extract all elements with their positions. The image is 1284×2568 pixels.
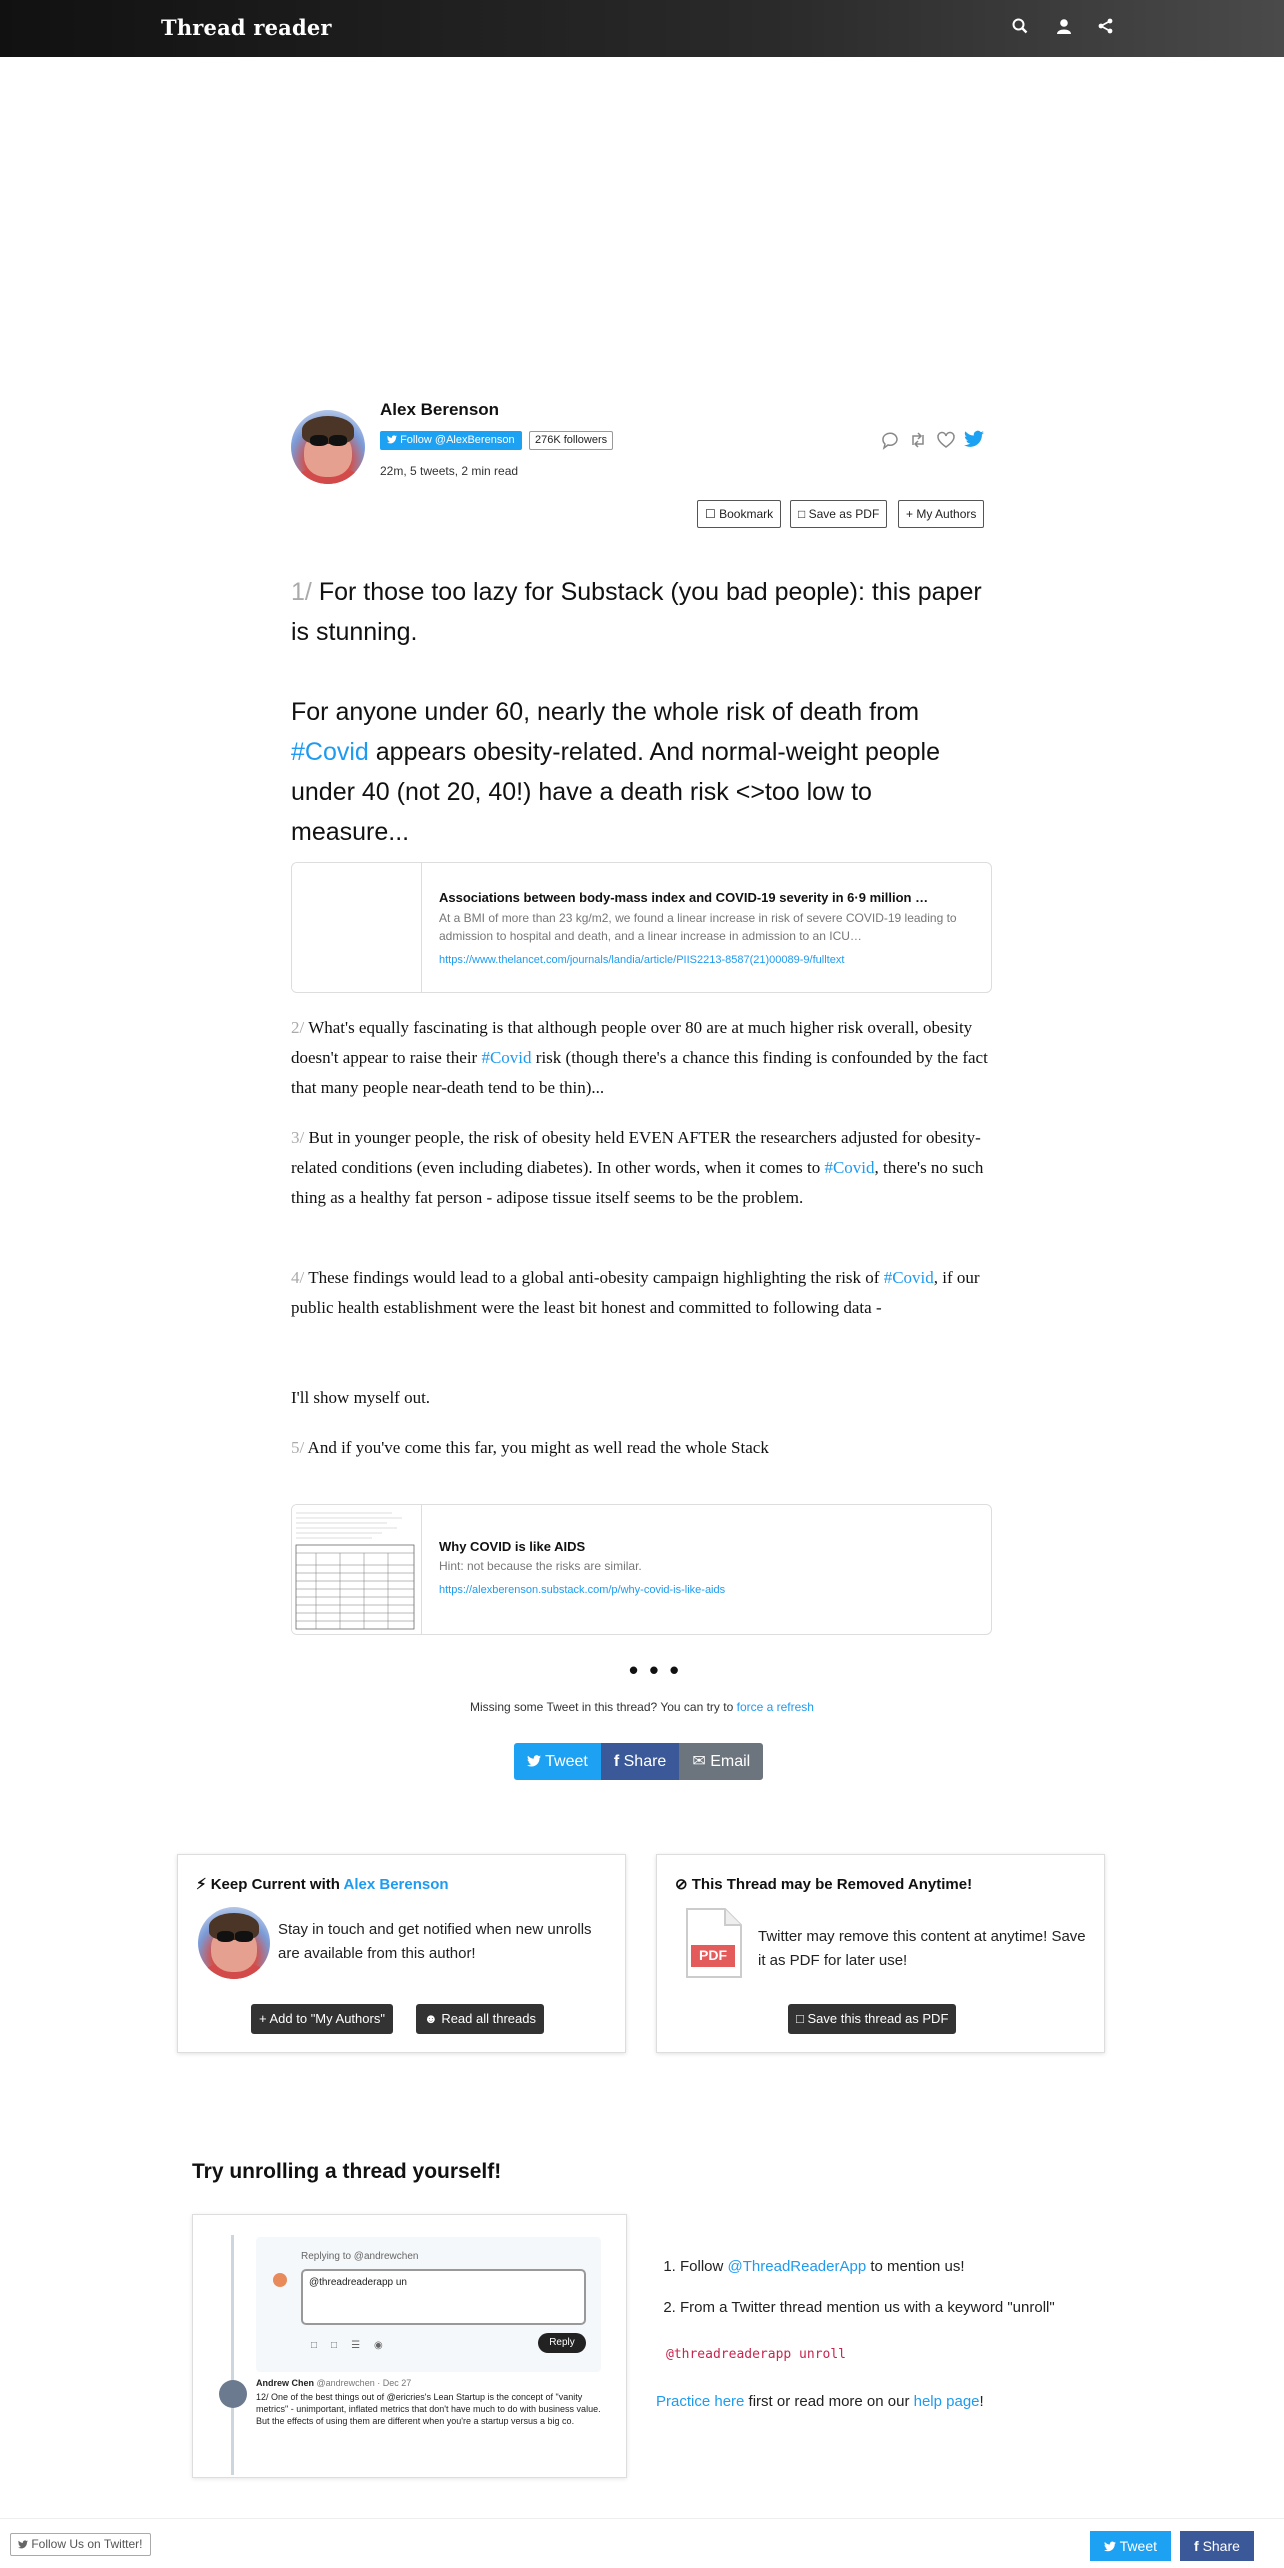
add-to-my-authors-button[interactable]: + Add to "My Authors"	[251, 2004, 393, 2034]
card-url[interactable]: https://www.thelancet.com/journals/landia/article/PIIS2213-8587(21)00089-9/fulltext	[439, 954, 845, 966]
card-description: Hint: not because the risks are similar.	[439, 1559, 642, 1573]
follow-author-button[interactable]: Follow @AlexBerenson	[380, 431, 522, 450]
hashtag-covid-link[interactable]: #Covid	[481, 1048, 532, 1067]
save-pdf-button[interactable]: □ Save as PDF	[790, 500, 887, 528]
force-refresh-link[interactable]: force a refresh	[736, 1700, 814, 1714]
twitter-icon	[18, 2537, 28, 2551]
twitter-icon	[1104, 2538, 1116, 2554]
try-unroll-title: Try unrolling a thread yourself!	[192, 2160, 502, 2183]
email-share-button[interactable]: ✉ Email	[679, 1743, 763, 1780]
tweet-share-button[interactable]: Tweet	[514, 1743, 601, 1780]
tweet-3: 3/ But in younger people, the risk of obesity held EVEN AFTER the researchers adjusted for obesity-related conditions (even including diabetes). In other words, when it comes to #Covid, there's no such thing as a healthy fat person - adipose tissue itself seems to be the problem.	[291, 1128, 984, 1207]
facebook-icon: f	[613, 1753, 620, 1770]
card-title: Associations between body-mass index and COVID-19 severity in 6·9 million …	[439, 890, 929, 905]
file-pdf-icon: □	[798, 507, 806, 521]
missing-tweet-notice: Missing some Tweet in this thread? You can try to force a refresh	[470, 1700, 814, 1714]
tweet-5: 5/ And if you've come this far, you might as well read the whole Stack	[291, 1438, 769, 1457]
unroll-command-code: @threadreaderapp unroll	[666, 2347, 847, 2362]
envelope-icon: ✉	[692, 1753, 706, 1770]
tweet-1-paragraph-2: For anyone under 60, nearly the whole risk of death from #Covid appears obesity-related. And normal-weight people under 40 (not 20, 40!) have a death risk <>too low to measure...	[291, 698, 941, 846]
step-2: 2. From a Twitter thread mention us with a keyword "unroll"	[680, 2296, 1055, 2320]
share-icon[interactable]	[1097, 17, 1119, 39]
twitter-icon	[527, 1753, 541, 1770]
card-description: At a BMI of more than 23 kg/m2, we found a linear increase in risk of severe COVID-19 leading to admission to hospital and death, and a linear increase in admission to an ICU…	[439, 911, 957, 943]
like-icon[interactable]	[936, 430, 956, 450]
ban-icon: ⊘	[675, 1876, 688, 1893]
tweet-actions	[880, 430, 984, 450]
hashtag-covid-link[interactable]: #Covid	[824, 1158, 875, 1177]
search-icon[interactable]	[1011, 17, 1033, 39]
top-navbar	[0, 0, 1284, 57]
retweet-icon[interactable]	[908, 430, 928, 450]
pdf-file-icon: PDF	[683, 1907, 745, 1979]
author-avatar	[198, 1907, 270, 1979]
tweet-number: 4/	[291, 1268, 305, 1287]
demo-reply-button: Reply	[538, 2333, 586, 2353]
sticky-footer	[0, 2518, 1284, 2568]
tweet-number: 2/	[291, 1018, 305, 1037]
file-pdf-icon: □	[796, 2011, 804, 2026]
facebook-share-button[interactable]: f Share	[601, 1743, 679, 1780]
twitter-icon	[387, 434, 400, 446]
author-name[interactable]: Alex Berenson	[380, 400, 500, 419]
bolt-icon: ⚡︎	[196, 1876, 207, 1893]
removal-warning-panel	[656, 1854, 1105, 2053]
thread-meta: 22m, 5 tweets, 2 min read	[380, 464, 519, 478]
footer-share-button[interactable]: f Share	[1180, 2531, 1254, 2561]
tweet-number: 5/	[291, 1438, 305, 1457]
keep-current-panel	[177, 1854, 626, 2053]
my-authors-button[interactable]: + My Authors	[898, 500, 984, 528]
thread-end-dots: • • •	[629, 1655, 681, 1685]
threadreaderapp-link[interactable]: @ThreadReaderApp	[727, 2258, 867, 2275]
followers-count: 276K followers	[529, 431, 613, 450]
hashtag-covid-link[interactable]: #Covid	[883, 1268, 934, 1287]
follow-us-twitter-button[interactable]: Follow Us on Twitter!	[10, 2533, 151, 2556]
tweet-number: 3/	[291, 1128, 305, 1147]
practice-here-link[interactable]: Practice here	[656, 2393, 745, 2410]
panel-title: ⊘ This Thread may be Removed Anytime!	[675, 1876, 973, 1893]
link-card-lancet[interactable]	[291, 862, 992, 993]
tweet-2: 2/ What's equally fascinating is that although people over 80 are at much higher risk overall, obesity doesn't appear to raise their #Covid risk (though there's a chance this finding is confounded by the fact that many people near-death tend to be thin)...	[291, 1018, 988, 1097]
panel-text: Twitter may remove this content at anytime! Save it as PDF for later use!	[758, 1928, 1086, 1969]
hashtag-covid-link[interactable]: #Covid	[291, 738, 369, 766]
bookmark-button[interactable]: ☐ Bookmark	[697, 500, 781, 528]
demo-reply-input: @threadreaderapp un	[301, 2269, 586, 2325]
author-link[interactable]: Alex Berenson	[343, 1876, 449, 1893]
card-url[interactable]: https://alexberenson.substack.com/p/why-covid-is-like-aids	[439, 1584, 726, 1596]
save-thread-pdf-button[interactable]: □ Save this thread as PDF	[788, 2004, 956, 2034]
tweet-4-paragraph-2: I'll show myself out.	[291, 1388, 431, 1407]
twitter-bird-icon[interactable]	[964, 430, 984, 450]
footer-tweet-button[interactable]: Tweet	[1090, 2531, 1171, 2561]
panel-text: Stay in touch and get notified when new unrolls are available from this author!	[278, 1921, 592, 1962]
step-1: 1. Follow @ThreadReaderApp to mention us!	[680, 2255, 1055, 2279]
practice-line: Practice here first or read more on our help page!	[656, 2393, 984, 2410]
facebook-icon: f	[1194, 2538, 1199, 2554]
card-thumbnail-table	[292, 1505, 422, 1634]
app-logo[interactable]: Thread reader	[161, 15, 332, 40]
unroll-steps	[656, 2255, 1055, 2337]
tweet-1: 1/ For those too lazy for Substack (you bad people): this paper is stunning.	[291, 578, 982, 646]
link-card-substack[interactable]	[291, 1504, 992, 1635]
plus-icon: +	[906, 507, 914, 521]
card-thumbnail	[292, 863, 422, 992]
bookmark-icon: ☐	[705, 507, 716, 521]
user-icon: ☻	[424, 2011, 438, 2026]
tweet-4: 4/ These findings would lead to a global anti-obesity campaign highlighting the risk of #Covid, if our public health establishment were the least bit honest and committed to following data -	[291, 1268, 980, 1317]
user-icon[interactable]	[1055, 17, 1077, 39]
panel-title: ⚡︎ Keep Current with Alex Berenson	[196, 1876, 449, 1893]
tweet-number: 1/	[291, 578, 312, 606]
author-avatar[interactable]	[291, 410, 365, 484]
reply-icon[interactable]	[880, 430, 900, 450]
read-all-threads-button[interactable]: ☻ Read all threads	[416, 2004, 544, 2034]
plus-icon: +	[259, 2011, 267, 2026]
demo-screenshot: Replying to @andrewchen @threadreaderapp un □□☰◉ Reply Andrew Chen @andrewchen · Dec 27 12/ One of the best things out of @ericries's Lean Startup is the concept of "vanity metrics" - unimportant, inflated metrics that don't have much to do with business value. But the effects of using them are different when you're a startup versus a big co.	[192, 2214, 627, 2478]
share-buttons	[514, 1743, 763, 1780]
help-page-link[interactable]: help page	[913, 2393, 980, 2410]
card-title: Why COVID is like AIDS	[439, 1539, 586, 1554]
